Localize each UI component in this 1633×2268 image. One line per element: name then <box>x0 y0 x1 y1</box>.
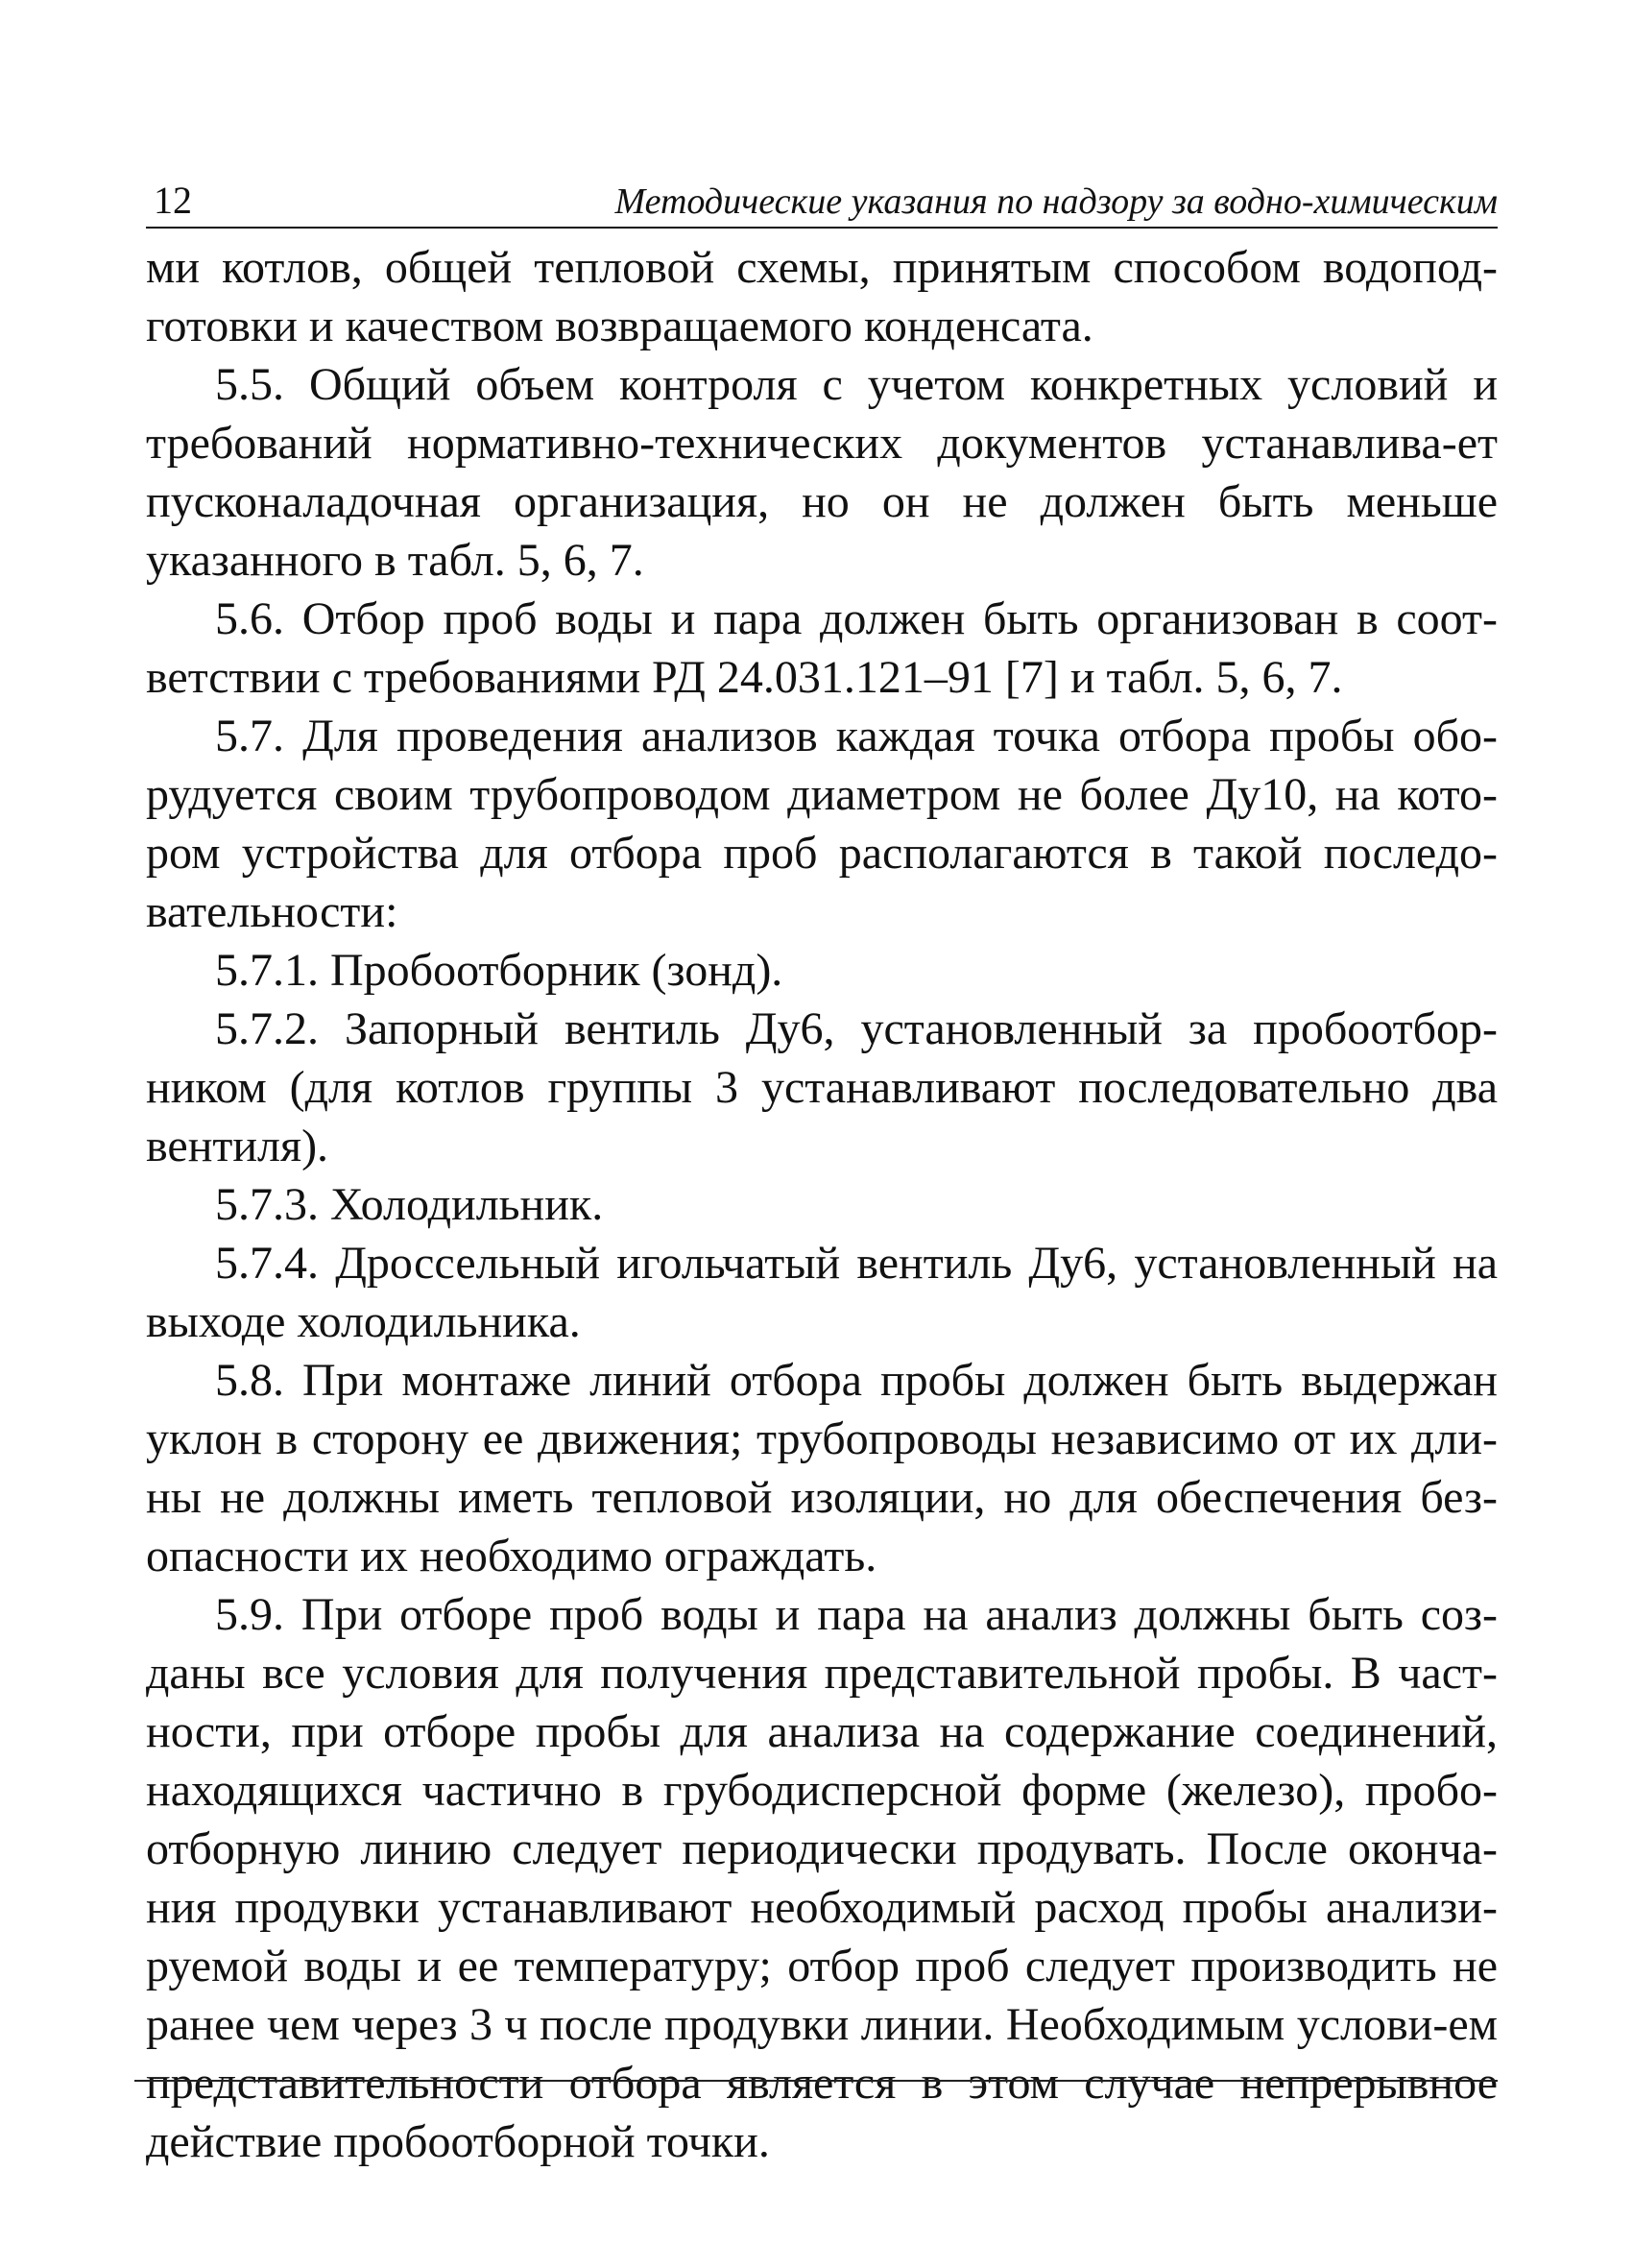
running-header <box>146 173 1498 229</box>
paragraph-5-7-2: 5.7.2. Запорный вентиль Ду6, установленный за пробоотбор-ником (для котлов группы 3 устанавливают последовательно два вентиля). <box>146 1003 1498 1171</box>
body-text <box>146 238 1498 2171</box>
running-title: Методические указания по надзору за водно-химическим <box>614 181 1498 222</box>
paragraph-5-7-1: 5.7.1. Пробоотборник (зонд). <box>215 945 783 996</box>
paragraph-5-7: 5.7. Для проведения анализов каждая точка отбора пробы обо-рудуется своим трубопроводом диаметром не более Ду10, на кото-ром устройства для отбора проб располагаются в такой последо-вательности: <box>146 711 1498 937</box>
paragraph-5-9: 5.9. При отборе проб воды и пара на анализ должны быть соз-даны все условия для получения представительной пробы. В част-ности, при отборе пробы для анализа на содержание соединений, находящихся частично в грубодисперсной форме (железо), пробо-отборную линию следует периодически продувать. После оконча-ния продувки устанавливают необходимый расход пробы анализи-руемой воды и ее температуру; отбор проб следует производить не ранее чем через 3 ч после продувки линии. Необходимым услови-ем представительности отбора является в этом случае непрерывное действие пробоотборной точки. <box>146 1589 1498 2167</box>
paragraph-continuation: ми котлов, общей тепловой схемы, принятым способом водопод-готовки и качеством возвращаемого конденсата. <box>146 242 1498 351</box>
paragraph-5-6: 5.6. Отбор проб воды и пара должен быть организован в соот-ветствии с требованиями РД 24.031.121–91 [7] и табл. 5, 6, 7. <box>146 593 1498 703</box>
book-page <box>146 173 1498 2171</box>
paragraph-5-7-4: 5.7.4. Дроссельный игольчатый вентиль Ду6, установленный на выходе холодильника. <box>146 1238 1498 1347</box>
page-number: 12 <box>154 179 192 222</box>
paragraph-5-5: 5.5. Общий объем контроля с учетом конкретных условий и требований нормативно-технических документов устанавлива-ет пусконаладочная организация, но он не должен быть меньше указанного в табл. 5, 6, 7. <box>146 359 1498 586</box>
paragraph-5-7-3: 5.7.3. Холодильник. <box>215 1179 604 1230</box>
paragraph-5-8: 5.8. При монтаже линий отбора пробы должен быть выдержан уклон в сторону ее движения; трубопроводы независимо от их дли-ны не должны иметь тепловой изоляции, но для обеспечения без-опасности их необходимо ограждать. <box>146 1355 1498 1581</box>
footer-rule <box>134 2080 1498 2082</box>
